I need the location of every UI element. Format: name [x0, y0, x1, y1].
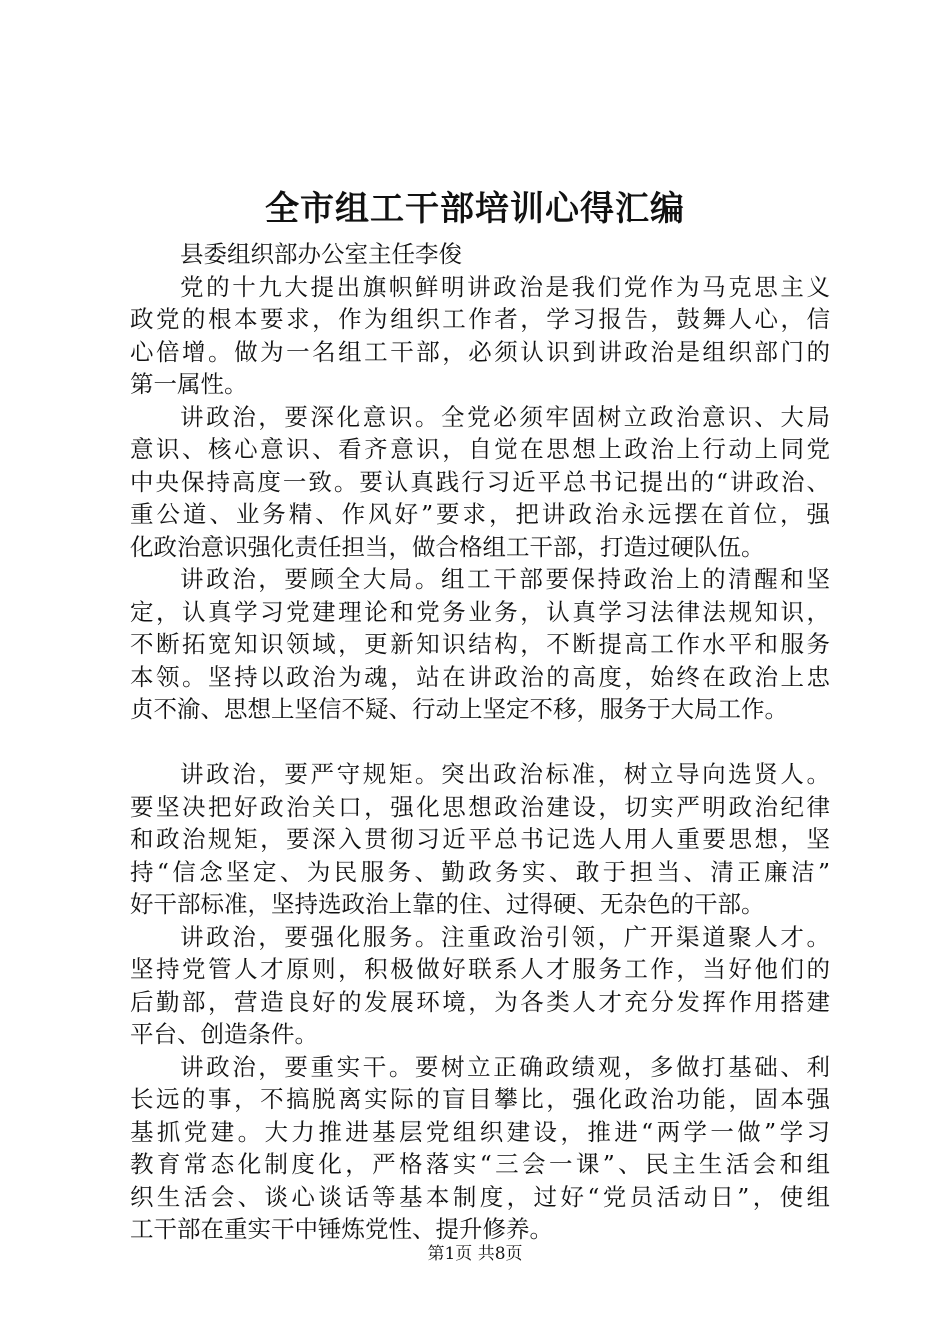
text-line: 织生活会、谈心谈话等基本制度，过好“党员活动日”，使组	[130, 1182, 830, 1211]
blank-line	[130, 726, 830, 759]
paragraph	[130, 1051, 830, 1246]
text-line: 讲政治，要严守规矩。突出政治标准，树立导向选贤人。	[180, 760, 830, 788]
author-line: 县委组织部办公室主任李俊	[180, 240, 462, 268]
paragraph	[130, 921, 830, 1051]
text-line: 党的十九大提出旗帜鲜明讲政治是我们党作为马克思主义	[180, 272, 830, 301]
paragraph	[130, 401, 830, 564]
text-line: 化政治意识强化责任担当，做合格组工干部，打造过硬队伍。	[130, 532, 765, 561]
text-line: 第一属性。	[130, 370, 248, 398]
page-number: 第1页 共8页	[427, 1244, 523, 1264]
document-title: 全市组工干部培训心得汇编	[265, 189, 685, 229]
text-line: 平台、创造条件。	[130, 1020, 318, 1048]
text-line: 本领。坚持以政治为魂，站在讲政治的高度，始终在政治上忠	[130, 662, 830, 691]
text-line: 意识、核心意识、看齐意识，自觉在思想上政治上行动上同党	[130, 435, 830, 463]
text-line: 贞不渝、思想上坚信不疑、行动上坚定不移，服务于大局工作。	[130, 695, 788, 723]
document-body	[130, 238, 830, 1246]
text-line: 教育常态化制度化，严格落实“三会一课”、民主生活会和组	[130, 1150, 830, 1178]
text-line: 持“信念坚定、为民服务、勤政务实、敢于担当、清正廉洁”	[130, 857, 830, 886]
text-line: 讲政治，要强化服务。注重政治引领，广开渠道聚人才。	[180, 922, 830, 951]
text-line: 好干部标准，坚持选政治上靠的住、过得硬、无杂色的干部。	[130, 890, 765, 918]
text-line: 中央保持高度一致。要认真践行习近平总书记提出的“讲政治、	[130, 467, 830, 496]
paragraph	[130, 563, 830, 726]
text-line: 心倍增。做为一名组工干部，必须认识到讲政治是组织部门的	[130, 337, 830, 366]
text-line: 后勤部，营造良好的发展环境，为各类人才充分发挥作用搭建	[130, 987, 830, 1016]
text-line: 不断拓宽知识领域，更新知识结构，不断提高工作水平和服务	[130, 630, 830, 658]
text-line: 工干部在重实干中锤炼党性、提升修养。	[130, 1215, 553, 1243]
text-line: 长远的事，不搞脱离实际的盲目攀比，强化政治功能，固本强	[130, 1085, 830, 1113]
text-line: 定，认真学习党建理论和党务业务，认真学习法律法规知识，	[130, 597, 830, 626]
paragraph	[130, 271, 830, 401]
text-line: 讲政治，要顾全大局。组工干部要保持政治上的清醒和坚	[180, 565, 830, 593]
text-line: 讲政治，要重实干。要树立正确政绩观，多做打基础、利	[180, 1052, 830, 1081]
text-line: 基抓党建。大力推进基层党组织建设，推进“两学一做”学习	[130, 1117, 830, 1146]
text-line: 重公道、业务精、作风好”要求，把讲政治永远摆在首位，强	[130, 500, 830, 528]
paragraph	[130, 758, 830, 921]
text-line: 政党的根本要求，作为组织工作者，学习报告，鼓舞人心，信	[130, 305, 830, 333]
text-line: 坚持党管人才原则，积极做好联系人才服务工作，当好他们的	[130, 955, 830, 983]
text-line: 讲政治，要深化意识。全党必须牢固树立政治意识、大局	[180, 402, 830, 431]
text-line: 要坚决把好政治关口，强化思想政治建设，切实严明政治纪律	[130, 792, 830, 821]
text-line: 和政治规矩，要深入贯彻习近平总书记选人用人重要思想，坚	[130, 825, 830, 853]
